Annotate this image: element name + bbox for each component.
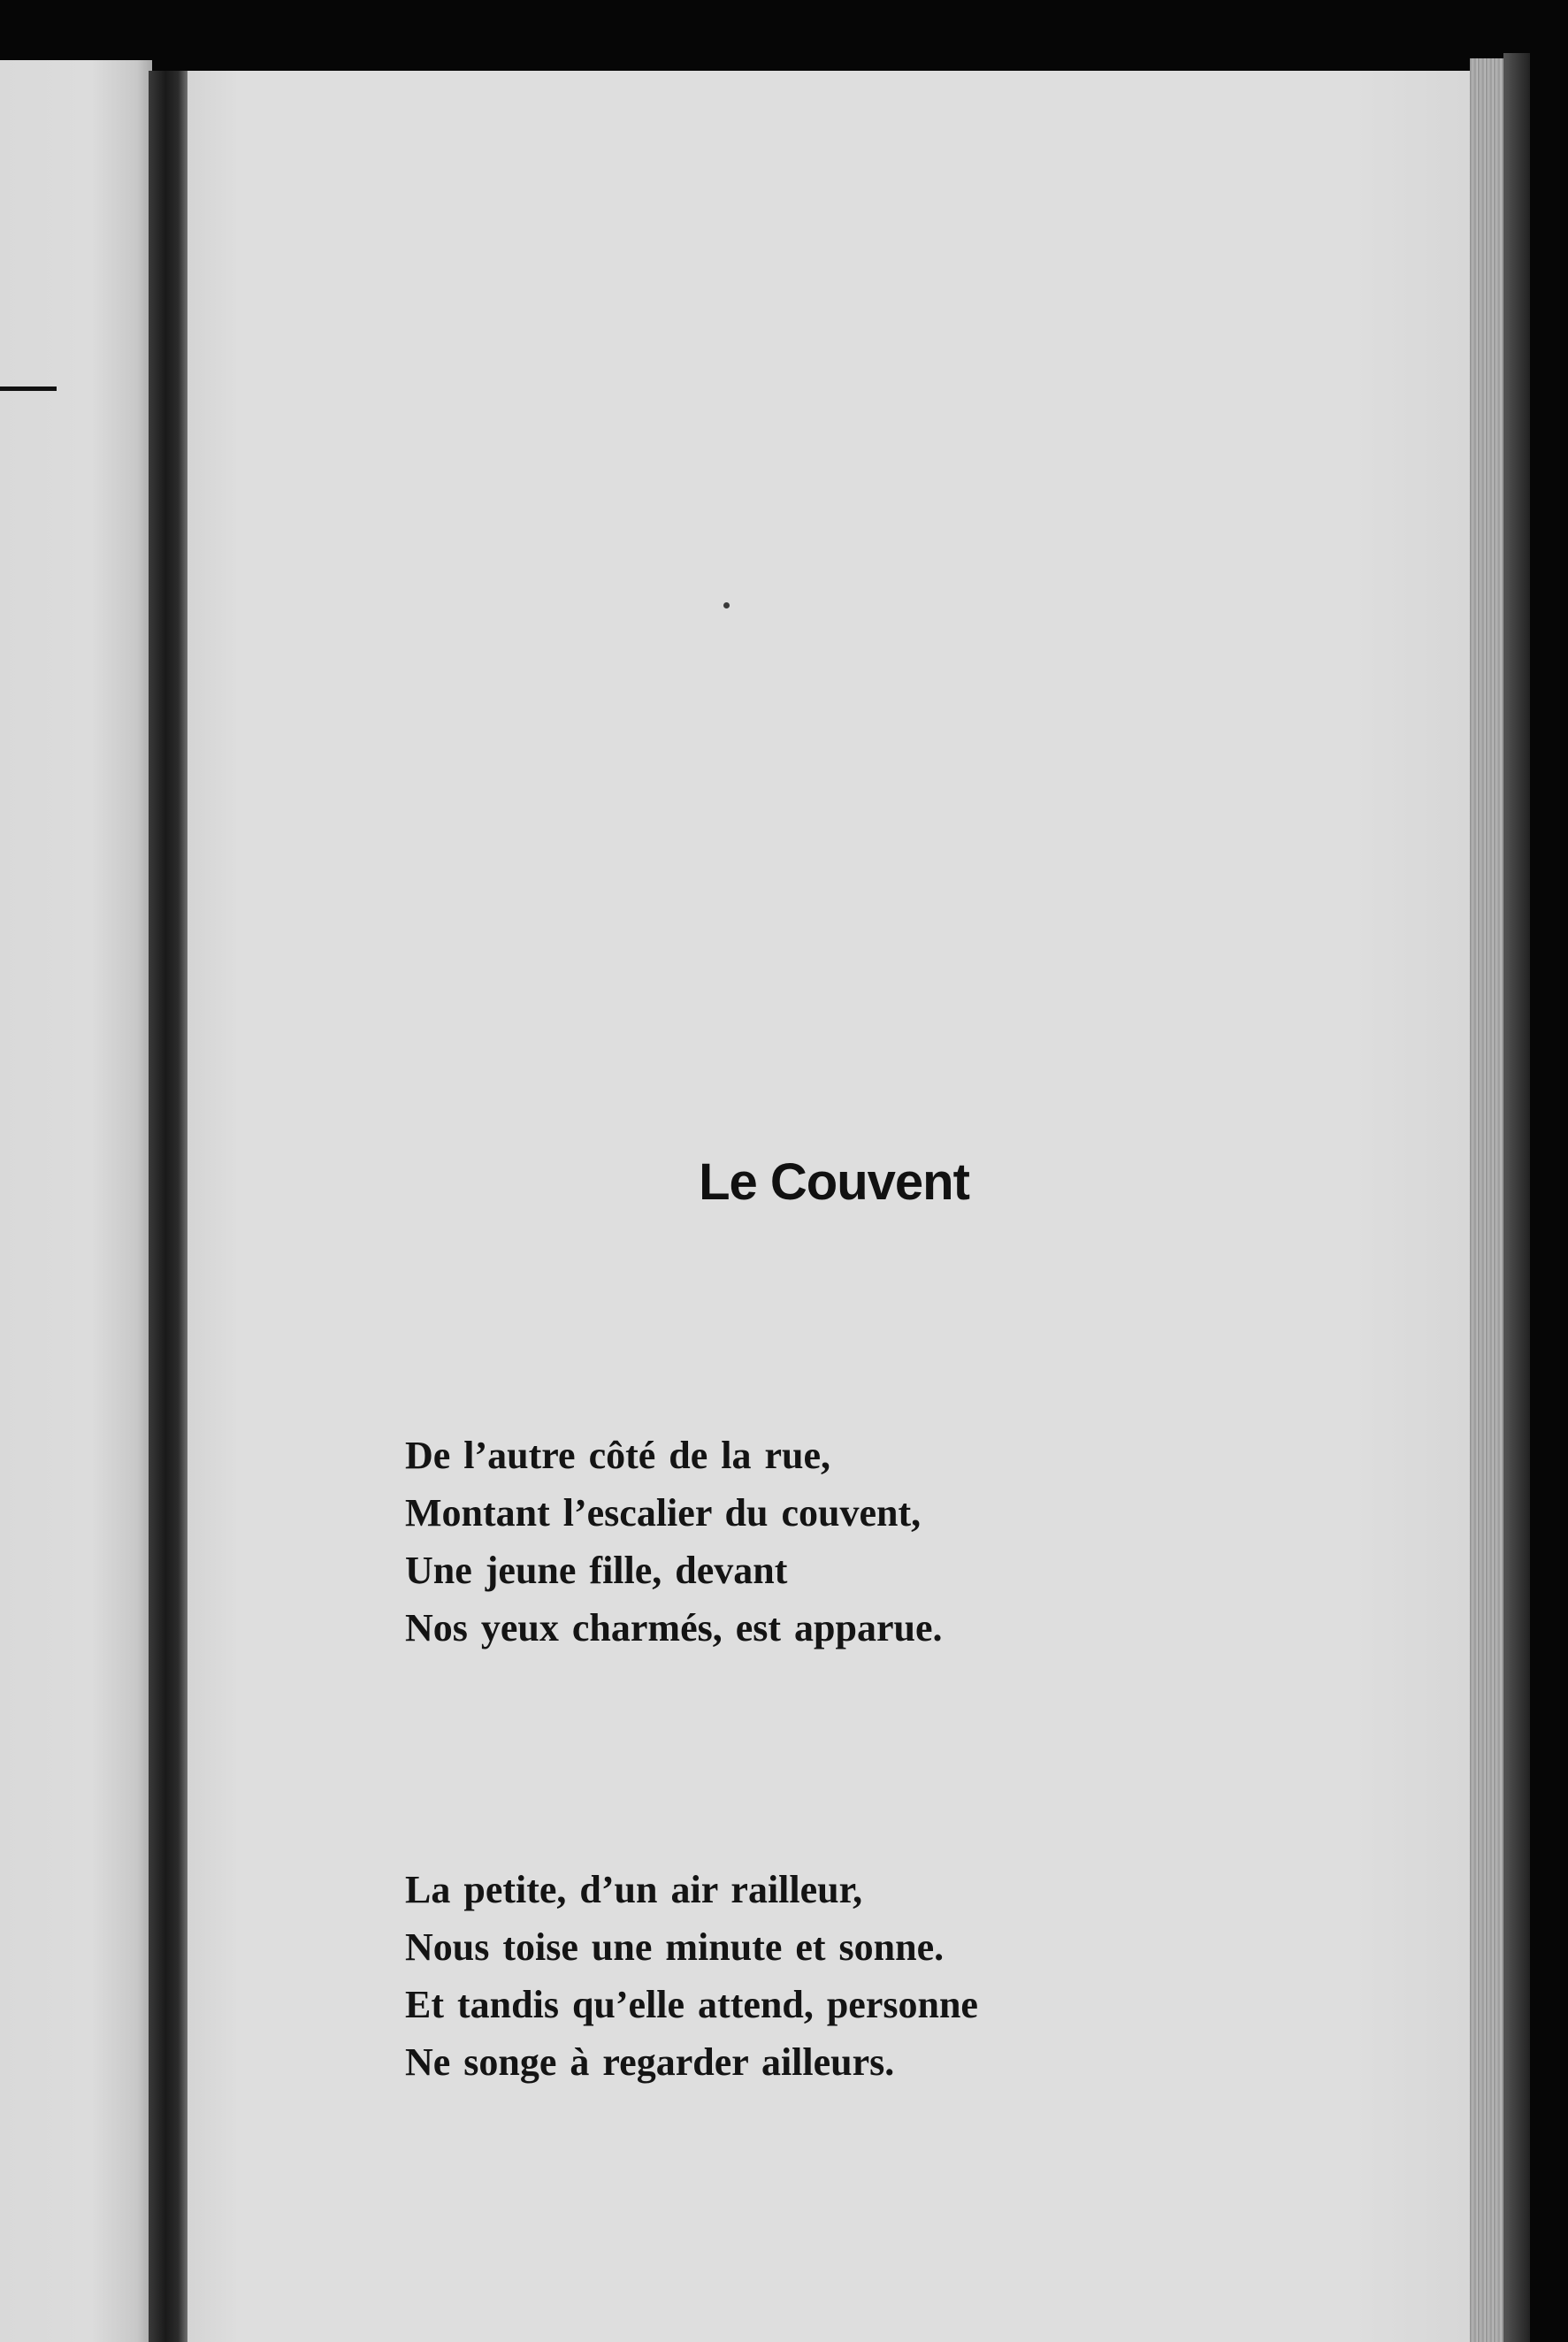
left-page-rule (0, 387, 57, 391)
poem-line: Ne songe à regarder ailleurs. (405, 2040, 895, 2084)
poem-line: Nous toise une minute et sonne. (405, 1925, 945, 1969)
poem-line: Nos yeux charmés, est apparue. (405, 1606, 943, 1649)
left-page (0, 60, 152, 2342)
page-edges-shadow (1503, 53, 1530, 2342)
poem-line: Une jeune fille, devant (405, 1549, 788, 1592)
poem-line: Montant l’escalier du couvent, (405, 1491, 922, 1535)
poem-line: De l’autre côté de la rue, (405, 1434, 831, 1477)
page-speck (723, 602, 730, 608)
poem-line: La petite, d’un air railleur, (405, 1868, 863, 1911)
stanza-1 (405, 1427, 943, 1657)
book-gutter (149, 71, 191, 2342)
stanza-2 (405, 1861, 978, 2091)
poem-title: Le Couvent (699, 1153, 969, 1211)
poem-line: Et tandis qu’elle attend, personne (405, 1983, 978, 2026)
